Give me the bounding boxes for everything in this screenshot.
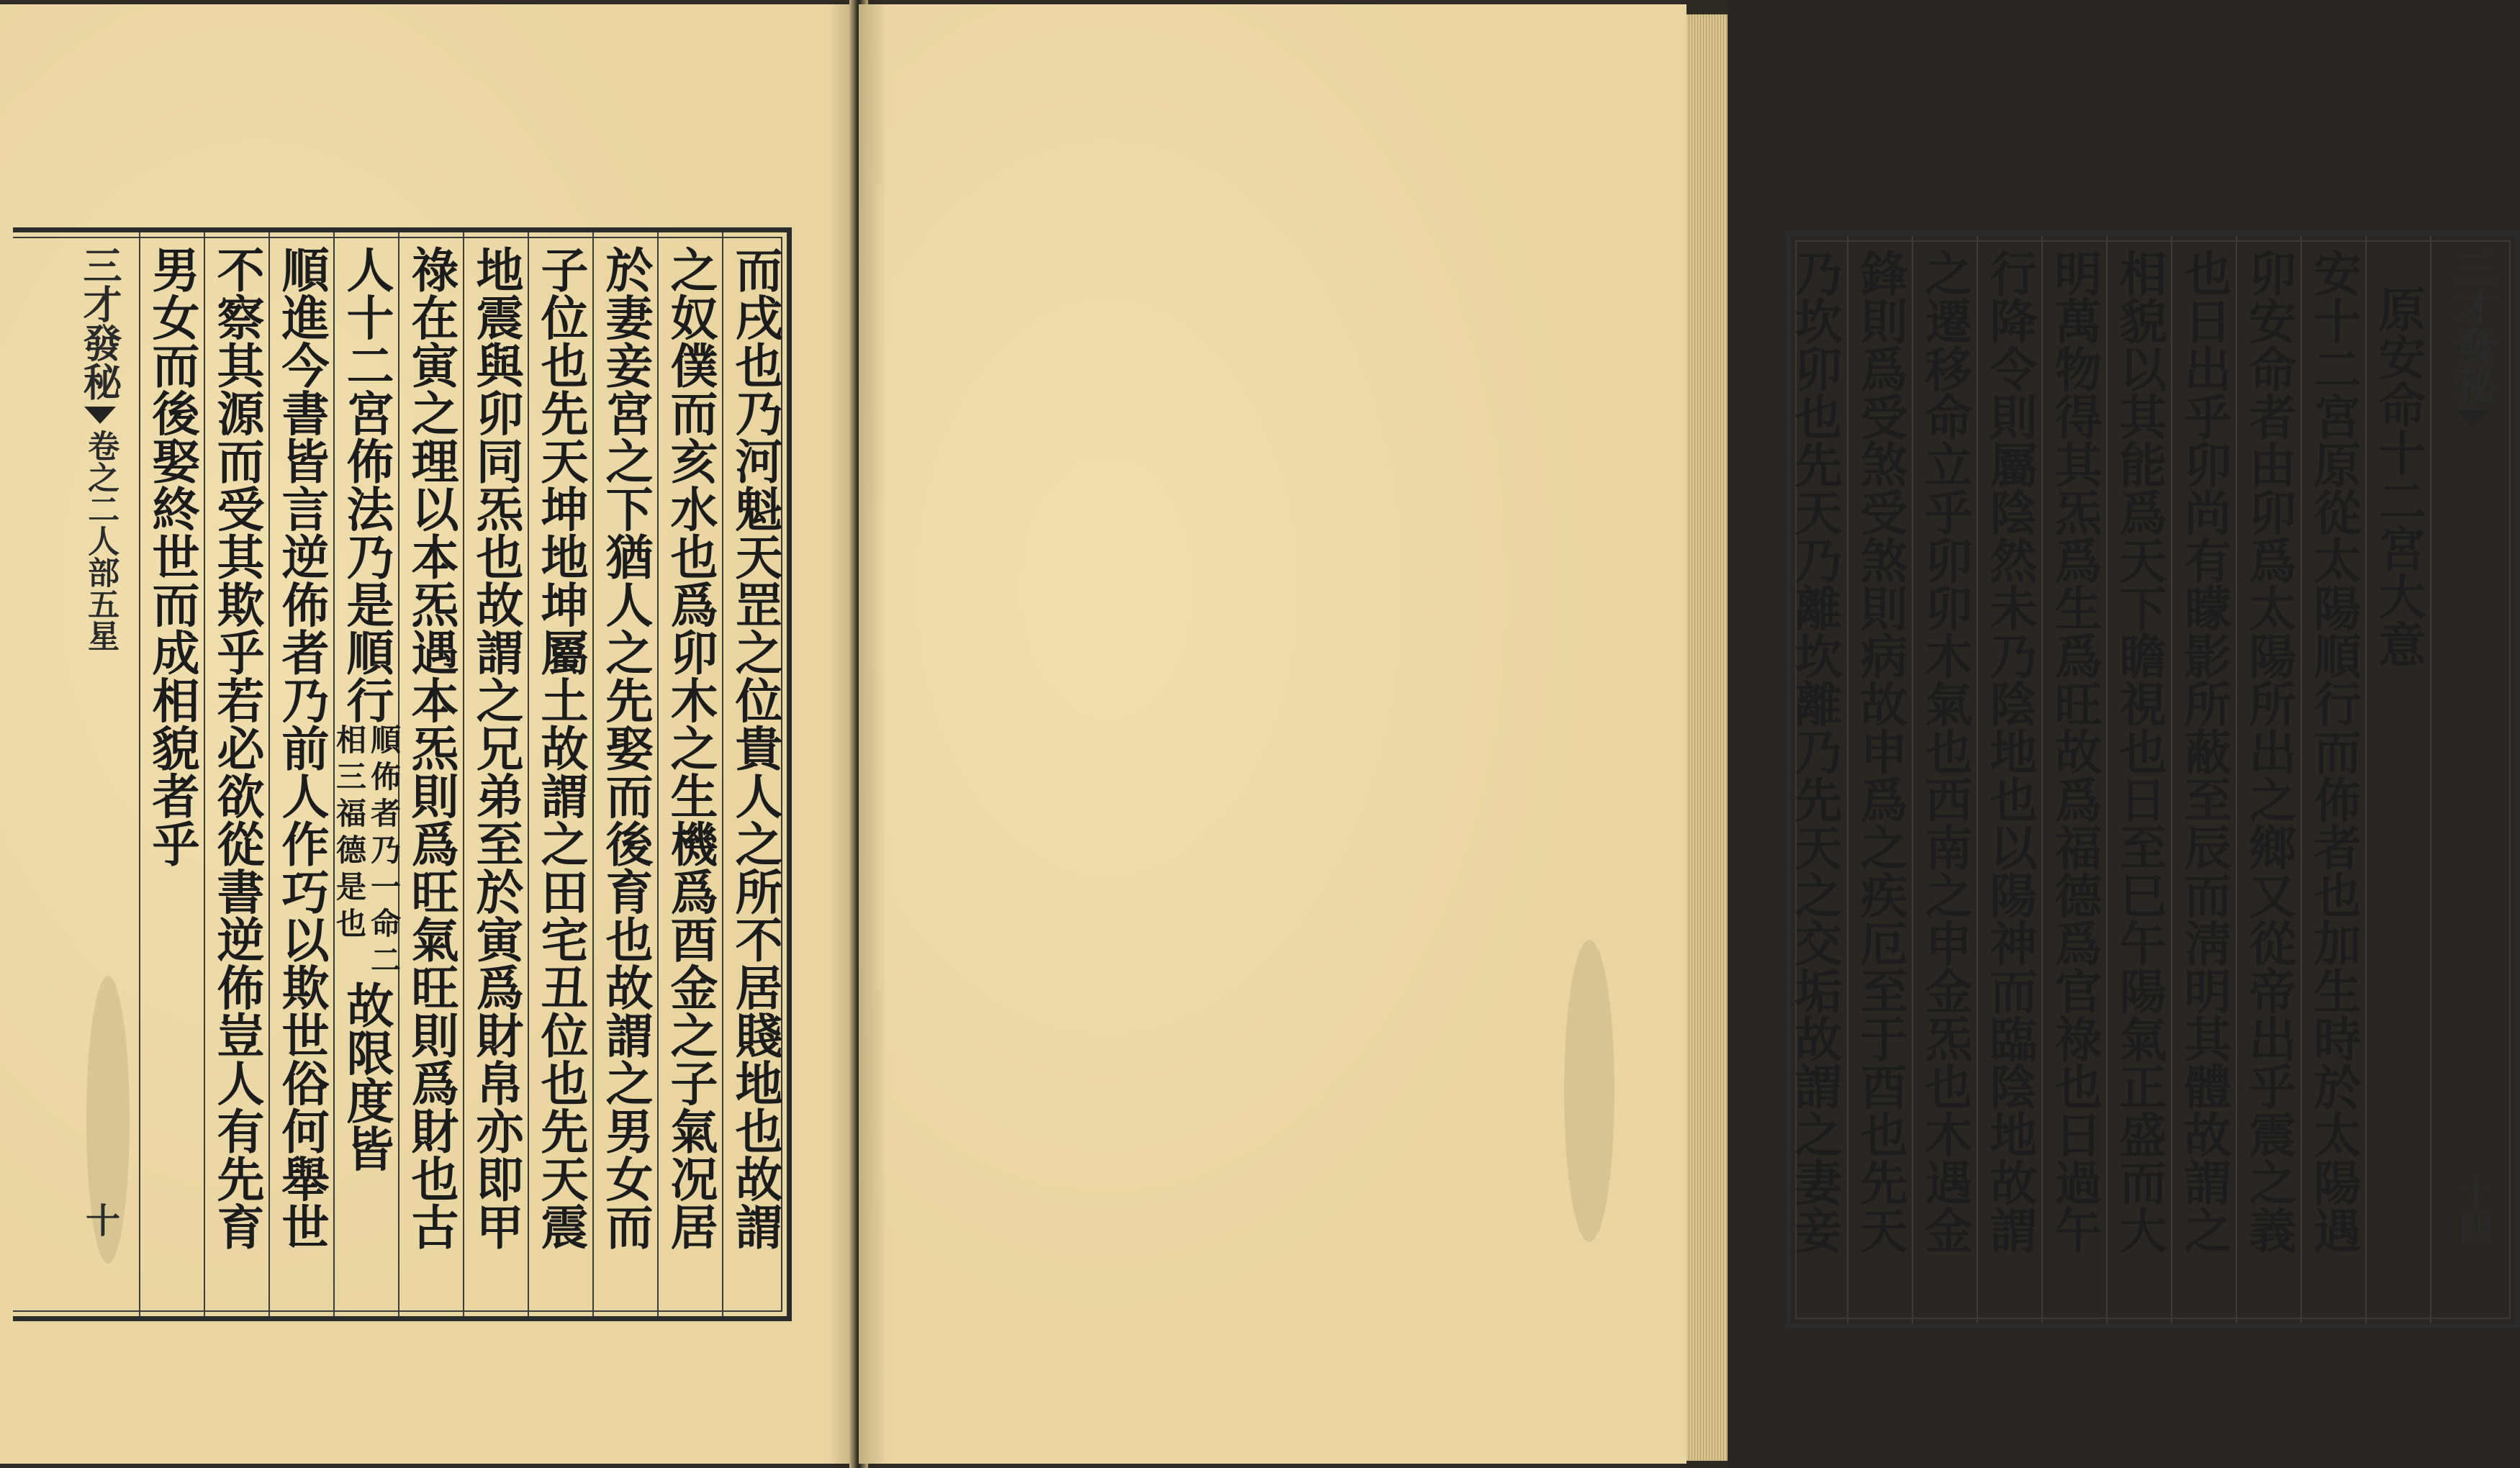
column-text: 卯安命者由卯爲太陽所出之鄉又從帝出乎震之義 xyxy=(2241,249,2297,1254)
text-column xyxy=(528,232,592,1316)
text-column-with-notes xyxy=(332,232,402,1316)
left-page-frame xyxy=(13,227,792,1321)
column-text: 安十二宮原從太陽順行而佈者也加生時於太陽遇 xyxy=(2306,249,2362,1254)
text-column xyxy=(463,232,528,1316)
column-text: 順進今書皆言逆佈者乃前人作巧以欺世俗何舉世 xyxy=(274,245,330,1251)
text-column xyxy=(2041,236,2106,1323)
column-text: 男女而後娶終世而成相貌者乎 xyxy=(144,245,200,868)
text-column xyxy=(2236,236,2300,1323)
column-text: 而戌也乃河魁天罡之位貴人之所不居賤地也故謂 xyxy=(727,245,783,1251)
note-text: 相三福德是也 xyxy=(332,724,367,944)
text-column xyxy=(592,232,657,1316)
left-text-columns xyxy=(13,232,787,1316)
column-text: 祿在寅之理以本炁遇本炁則爲旺氣旺則爲財也古 xyxy=(403,245,459,1251)
left-page xyxy=(0,4,857,1464)
text-column xyxy=(2171,236,2236,1323)
column-text: 行降令則屬陰然未乃陰地也以陽神而臨陰地故謂 xyxy=(1982,249,2038,1254)
heading-column xyxy=(2365,236,2430,1323)
fold-column xyxy=(2430,236,2515,1323)
text-column xyxy=(139,232,204,1316)
text-column xyxy=(204,232,268,1316)
fishtail-mark xyxy=(84,407,116,424)
right-text-columns xyxy=(1787,236,2515,1323)
column-text: 於妻妾宮之下猶人之先娶而後育也故謂之男女而 xyxy=(597,245,654,1251)
column-text: 相貌以其能爲天下瞻視也日至巳午陽氣正盛而大 xyxy=(2111,249,2167,1254)
text-column xyxy=(268,232,333,1316)
interlinear-notes xyxy=(332,724,402,981)
column-text: 明萬物得其炁爲生爲旺故爲福德爲官祿也日過午 xyxy=(2046,249,2103,1254)
text-column xyxy=(398,232,463,1316)
leaf-number: 十四 xyxy=(2452,1175,2493,1244)
column-text: 地震與卯同炁也故謂之兄弟至於寅爲財帛亦即甲 xyxy=(468,245,524,1251)
book-title: 三才發秘 xyxy=(77,245,123,401)
text-column xyxy=(2106,236,2171,1323)
text-column xyxy=(657,232,722,1316)
column-text: 鋒則爲受煞受煞則病故申爲之疾厄至于酉也先天 xyxy=(1852,249,1908,1254)
volume-section: 卷之二人部五星 xyxy=(2455,433,2493,655)
fold-column xyxy=(61,232,139,1316)
book-title: 三才發秘 xyxy=(2450,249,2496,404)
column-text: 之奴僕而亥水也爲卯木之生機爲酉金之子氣况居 xyxy=(662,245,718,1251)
right-page xyxy=(859,4,2496,1464)
leaf-number: 十 xyxy=(79,1202,120,1237)
paper-stain xyxy=(1564,940,1614,1242)
text-column xyxy=(1847,236,1912,1323)
note-text: 順佈者乃一命二 xyxy=(366,724,402,981)
text-column xyxy=(1782,236,1847,1323)
page-edges xyxy=(1686,14,1728,1461)
column-text: 不察其源而受其欺乎若必欲從書逆佈豈人有先育 xyxy=(209,245,265,1251)
column-text: 人十二宮佈法乃是順行 xyxy=(338,245,394,724)
column-text: 也日出乎卯尚有矇影所蔽至辰而淸明其體故謂之 xyxy=(2176,249,2232,1254)
column-text: 故限度皆 xyxy=(338,981,394,1172)
text-column xyxy=(722,232,787,1316)
column-text: 子位也先天坤地坤屬土故謂之田宅丑位也先天震 xyxy=(533,245,589,1251)
right-page-frame xyxy=(1786,231,2520,1328)
fishtail-mark xyxy=(2457,410,2489,427)
section-heading: 原安命十二宮大意 xyxy=(2370,285,2426,668)
volume-section: 卷之二人部五星 xyxy=(82,430,119,651)
text-column xyxy=(2300,236,2365,1323)
text-column xyxy=(1912,236,1977,1323)
column-text: 乃坎卯也先天乃離坎離乃先天之交垢故謂之妻妾 xyxy=(1787,249,1843,1254)
text-column xyxy=(1977,236,2041,1323)
column-text: 之遷移命立乎卯卯木氣也西南之申金炁也木遇金 xyxy=(1917,249,1973,1254)
